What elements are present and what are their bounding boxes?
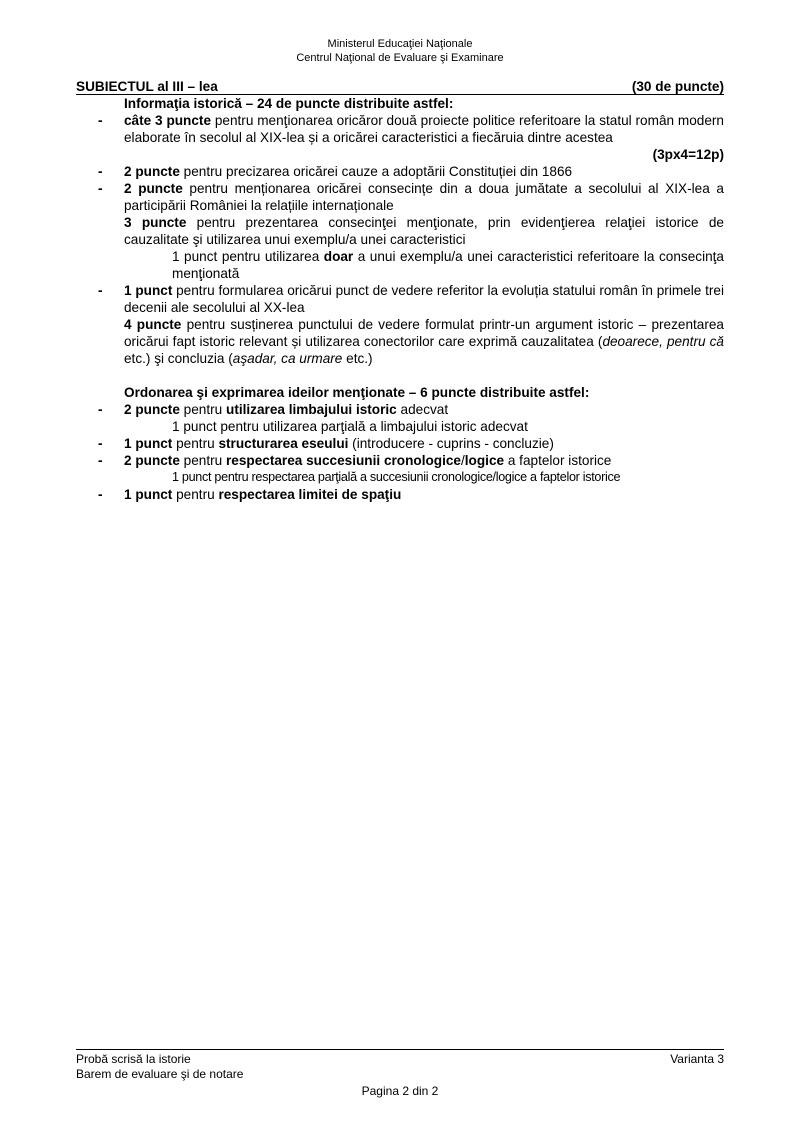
order-item-3-criterion: respectarea succesiunii cronologice — [226, 453, 461, 468]
info-item-1-formula: (3px4=12p) — [652, 147, 724, 162]
info-item-3 — [76, 180, 724, 214]
partial-text-end: a unui exemplu/a unei caracteristici referitoare la consecinţa menţionată — [172, 249, 724, 281]
info-item-2 — [76, 163, 724, 180]
footer-left — [76, 1052, 243, 1082]
order-item-4-points: 1 punct — [124, 487, 173, 502]
order-item-3-slash: / — [461, 453, 465, 468]
order-item-3-points: 2 puncte — [124, 453, 180, 468]
subject-heading — [76, 79, 724, 95]
info-item-4 — [76, 282, 724, 316]
info-item-3-detail-points: 3 puncte — [124, 215, 187, 230]
footer-divider — [76, 1049, 724, 1050]
bullet-dash: - — [98, 113, 103, 128]
detail-connectors-conclusion: aşadar, ca urmare — [232, 351, 343, 366]
bullet-dash: - — [98, 436, 103, 451]
order-item-2-criterion: structurarea eseului — [218, 436, 349, 451]
order-item-1-end: adecvat — [396, 402, 449, 417]
bullet-dash: - — [98, 402, 103, 417]
order-item-4-criterion: respectarea limitei de spaţiu — [218, 487, 402, 502]
footer-exam-name: Probă scrisă la istorie — [76, 1052, 191, 1066]
info-item-3-detail-text: pentru prezentarea consecinţei menţionate, prin evidenţierea relaţiei istorice de cauzalitate şi utilizarea unui exemplu/a unei caracteristici — [124, 215, 724, 247]
info-item-1-text: pentru menţionarea oricăror două proiecte politice referitoare la statul român modern elaborate în secolul al XIX-lea și a oricărei caracteristici a fiecăruia dintre acestea — [124, 113, 724, 145]
order-item-3-text: pentru — [179, 453, 227, 468]
info-item-1 — [76, 112, 724, 146]
detail-text-3: etc.) — [342, 351, 373, 366]
order-item-4-text: pentru — [172, 487, 219, 502]
order-item-3-partial: 1 punct pentru respectarea parţială a succesiunii cronologice/logice a faptelor istorice — [172, 470, 621, 484]
page-number: Pagina 2 din 2 — [361, 1084, 439, 1098]
info-item-2-text: pentru precizarea oricărei cauze a adoptării Constituției din 1866 — [179, 164, 573, 179]
order-item-1 — [76, 401, 724, 418]
detail-connectors-cause: deoarece, pentru că — [602, 334, 724, 349]
detail-text-2: etc.) şi concluzia ( — [124, 351, 233, 366]
order-item-1-points: 2 puncte — [124, 402, 180, 417]
order-item-1-criterion: utilizarea limbajului istoric — [226, 402, 397, 417]
center-name: Centrul Naţional de Evaluare şi Examinare — [296, 52, 504, 64]
order-item-3-end: a faptelor istorice — [504, 453, 612, 468]
footer-variant: Varianta 3 — [670, 1052, 724, 1066]
order-item-2-end: (introducere - cuprins - concluzie) — [348, 436, 554, 451]
order-item-2 — [76, 435, 724, 452]
info-item-4-detail-points: 4 puncte — [124, 317, 182, 332]
subject-title: SUBIECTUL al III – lea — [76, 79, 218, 94]
info-item-3-text: pentru menționarea oricărei consecințe din a doua jumătate a secolului al XIX-lea a participării României la relațiile internaționale — [124, 181, 724, 213]
info-item-3-points: 2 puncte — [124, 181, 183, 196]
info-section-title: Informaţia istorică – 24 de puncte distribuite astfel: — [124, 96, 454, 111]
info-item-2-points: 2 puncte — [124, 164, 180, 179]
info-item-4-points: 1 punct — [124, 283, 173, 298]
bullet-dash: - — [98, 181, 103, 196]
partial-text-bold: doar — [323, 249, 354, 264]
ministry-name: Ministerul Educaţiei Naţionale — [327, 38, 473, 50]
info-item-3-partial — [76, 248, 724, 282]
subject-points: (30 de puncte) — [631, 79, 724, 94]
page-header — [0, 37, 800, 65]
order-item-1-text: pentru — [179, 402, 227, 417]
bullet-dash: - — [98, 453, 103, 468]
grading-content — [76, 95, 724, 503]
order-item-2-text: pentru — [172, 436, 219, 451]
info-item-3-detail — [76, 214, 724, 248]
bullet-dash: - — [98, 283, 103, 298]
order-item-3 — [76, 452, 724, 469]
bullet-dash: - — [98, 164, 103, 179]
order-section-title: Ordonarea şi exprimarea ideilor menţionate – 6 puncte distribuite astfel: — [124, 385, 590, 400]
order-item-4 — [76, 486, 724, 503]
bullet-dash: - — [98, 487, 103, 502]
partial-text-start: 1 punct pentru utilizarea — [172, 249, 324, 264]
info-item-4-text: pentru formularea oricărui punct de vedere referitor la evoluția statului român în primele trei decenii ale secolului al XX-lea — [124, 283, 724, 315]
order-item-2-points: 1 punct — [124, 436, 173, 451]
order-item-1-partial: 1 punct pentru utilizarea parţială a limbajului istoric adecvat — [172, 419, 528, 434]
order-item-3-criterion-2: logice — [464, 453, 505, 468]
info-item-4-detail — [76, 316, 724, 367]
detail-text-1: pentru susținerea punctului de vedere formulat printr-un argument istoric – prezentarea oricărui fapt istoric relevant și utilizarea conectorilor care exprimă cauzalitatea ( — [124, 317, 724, 349]
footer-doc-name: Barem de evaluare şi de notare — [76, 1067, 244, 1081]
info-item-1-points: câte 3 puncte — [124, 113, 212, 128]
